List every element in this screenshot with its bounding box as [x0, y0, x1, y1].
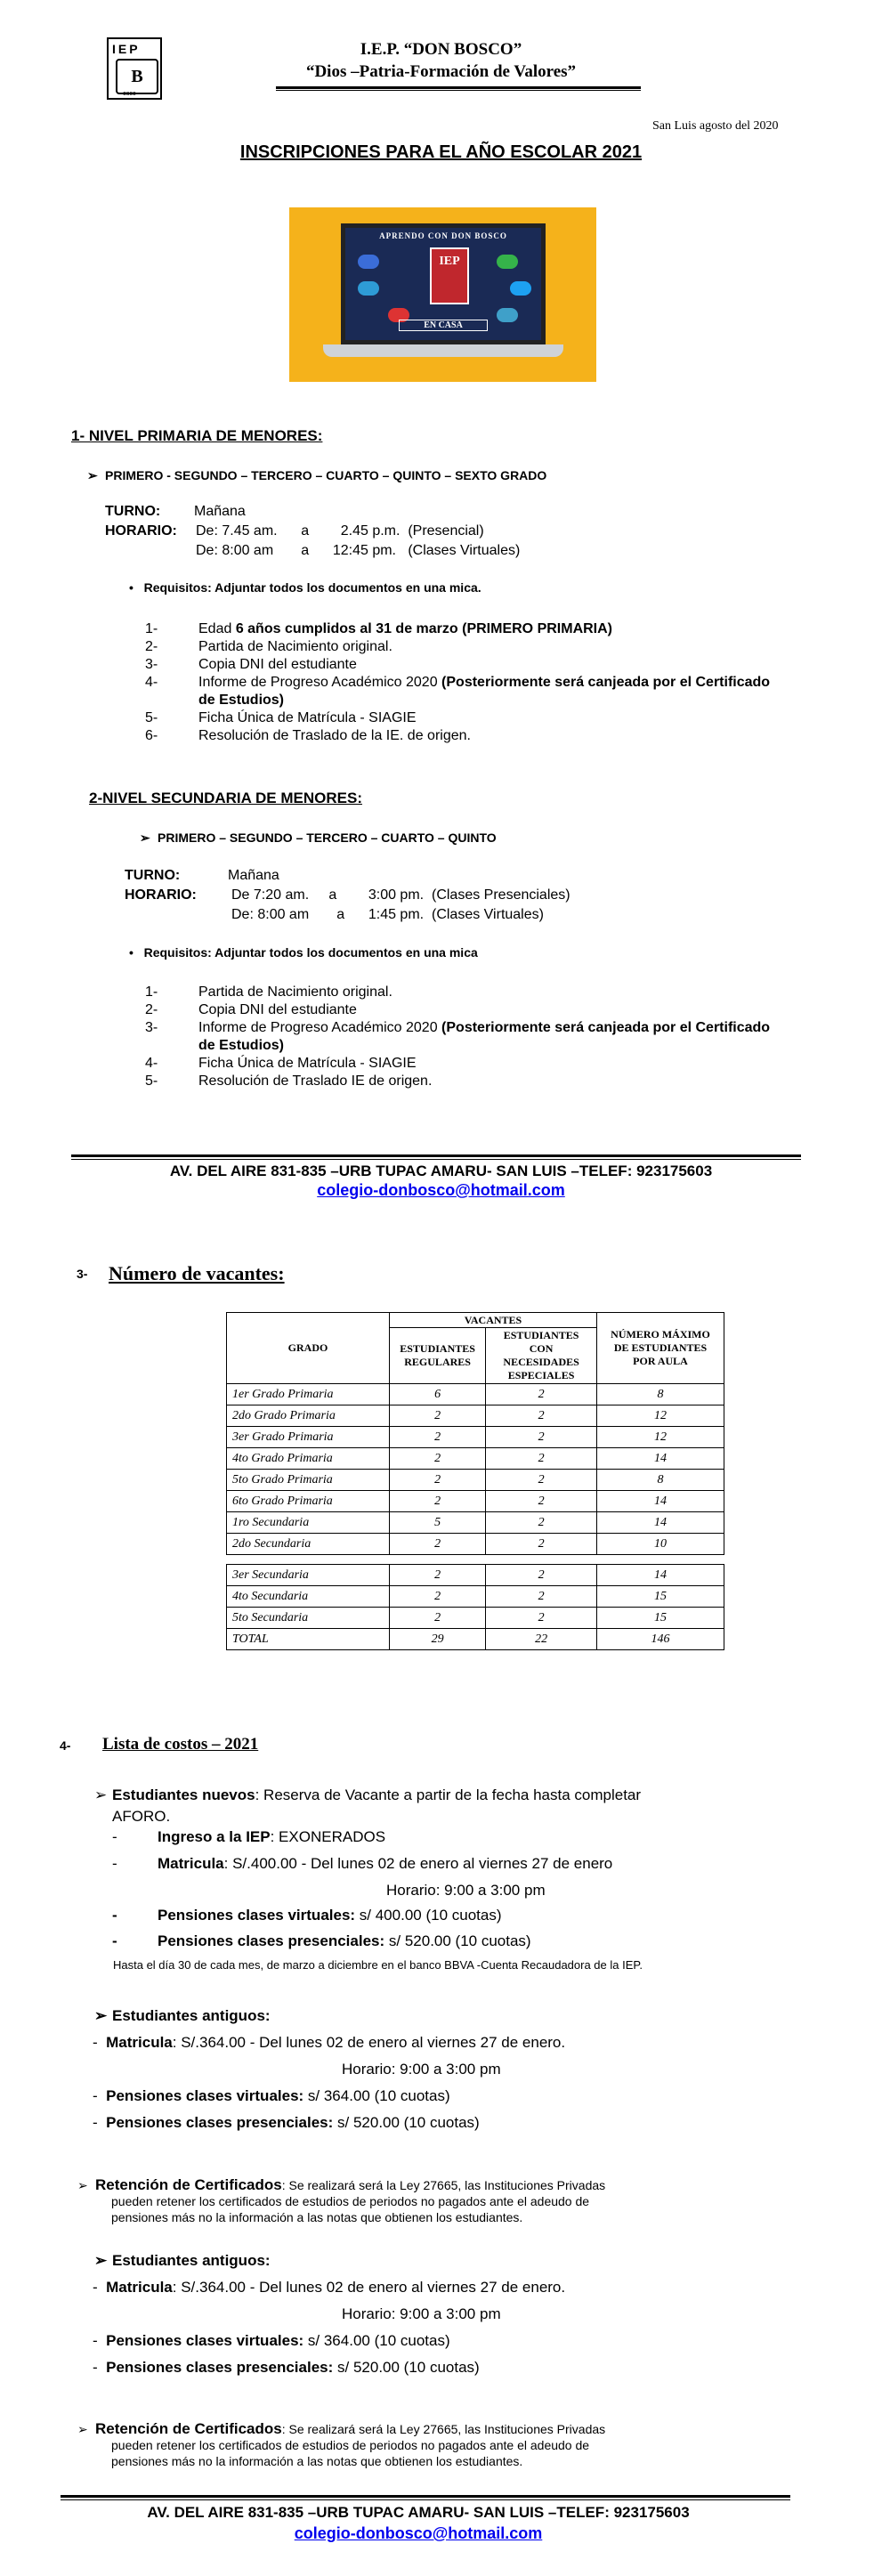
cell-regulares: 2	[390, 1448, 486, 1470]
requirement-text: de Estudios)	[198, 693, 285, 708]
ingreso-text	[158, 1828, 385, 1846]
ingreso-label: Ingreso a la IEP	[158, 1828, 271, 1845]
cell-max: 12	[597, 1427, 724, 1448]
pp-dash: -	[112, 1932, 117, 1949]
vacantes-heading: Número de vacantes:	[109, 1262, 285, 1284]
requirement-number: 3-	[145, 1020, 158, 1035]
requirement-number: 4-	[145, 1056, 158, 1071]
requirement-number: 3-	[145, 657, 158, 672]
dash-bullet: -	[93, 2114, 98, 2131]
secundaria-turno-label: TURNO:	[125, 868, 181, 883]
secundaria-requisitos	[129, 945, 478, 960]
requirement-text: Partida de Nacimiento original.	[198, 639, 392, 654]
antiguos-pp-1	[93, 2114, 480, 2132]
footer-rule-thin	[71, 1159, 801, 1160]
date-line: San Luis agosto del 2020	[652, 119, 779, 133]
retencion-text-3: pensiones más no la información a las notas que obtienen los estudiantes.	[111, 2454, 523, 2468]
nuevos-title: Estudiantes nuevos	[112, 1786, 255, 1803]
secundaria-grades	[158, 830, 497, 845]
cell-max: 14	[597, 1512, 724, 1534]
table-row	[227, 1384, 724, 1405]
cell-necesidades: 2	[486, 1448, 597, 1470]
retencion-text-3: pensiones más no la información a las notas que obtienen los estudiantes.	[111, 2210, 523, 2224]
cell-regulares: 2	[390, 1608, 486, 1629]
app-icon	[497, 255, 518, 269]
vacantes-number: 3-	[77, 1267, 88, 1281]
app-icon	[510, 281, 531, 296]
banner-bottom-text: EN CASA	[399, 320, 488, 331]
primaria-requisitos	[129, 580, 481, 595]
ingreso-line	[112, 1828, 117, 1846]
footer-rule-2-thin	[61, 2499, 790, 2500]
requirement-number: 4-	[145, 675, 158, 690]
footer-email-link[interactable]: colegio-donbosco@hotmail.com	[317, 1181, 565, 1199]
banner-logo-text: IEP	[439, 255, 460, 268]
nuevos-block	[112, 1785, 806, 1827]
requirement-number: 6-	[145, 728, 158, 743]
laptop-base	[323, 344, 563, 357]
cell-necesidades: 2	[486, 1565, 597, 1586]
retencion-2	[95, 2421, 807, 2469]
secundaria-horario-1: De 7:20 am. a 3:00 pm. (Clases Presenciales)	[231, 887, 570, 903]
app-icon	[358, 281, 379, 296]
cell-regulares: 6	[390, 1384, 486, 1405]
cell-grado: 3er Grado Primaria	[227, 1427, 390, 1448]
secundaria-grades-text: PRIMERO – SEGUNDO – TERCERO – CUARTO – QUINTO	[158, 830, 497, 845]
primaria-horario-1: De: 7.45 am. a 2.45 p.m. (Presencial)	[196, 523, 484, 539]
antiguos-matricula-1	[93, 2034, 565, 2052]
secundaria-horario-label: HORARIO:	[125, 887, 197, 903]
requirement-text: Resolución de Traslado IE de origen.	[198, 1073, 433, 1089]
header-rule-thin	[276, 90, 641, 91]
col-grado: GRADO	[227, 1313, 390, 1384]
table-row	[227, 1448, 724, 1470]
cell-max: 12	[597, 1405, 724, 1427]
cell-regulares: 2	[390, 1427, 486, 1448]
footer-email-wrap-2	[0, 2524, 837, 2543]
antiguos-title-2	[112, 2252, 271, 2270]
table-row	[227, 1427, 724, 1448]
pv-label: Pensiones clases virtuales:	[106, 2332, 304, 2349]
footer-address: AV. DEL AIRE 831-835 –URB TUPAC AMARU- SAN LUIS –TELEF: 923175603	[169, 1162, 713, 1179]
app-icon	[497, 308, 518, 322]
retencion-label: Retención de Certificados	[95, 2176, 282, 2193]
cell-grado: 1ro Secundaria	[227, 1512, 390, 1534]
table-gap	[227, 1555, 724, 1565]
requirement-text: Edad 6 años cumplidos al 31 de marzo (PRIMERO PRIMARIA)	[198, 621, 612, 636]
primaria-grades	[105, 468, 546, 482]
requirement-text: Copia DNI del estudiante	[198, 657, 357, 672]
antiguos-matricula-2	[93, 2279, 565, 2297]
pago-nota: Hasta el día 30 de cada mes, de marzo a diciembre en el banco BBVA -Cuenta Recaudadora de la IEP.	[113, 1958, 643, 1972]
dash-bullet: -	[112, 1855, 117, 1872]
banner-top-text: APRENDO CON DON BOSCO	[379, 231, 507, 240]
requirement-number	[145, 692, 198, 709]
dash-bullet: -	[93, 2279, 98, 2296]
footer-email-link-2[interactable]: colegio-donbosco@hotmail.com	[294, 2524, 543, 2542]
matricula-value: : S/.364.00 - Del lunes 02 de enero al viernes 27 de enero.	[172, 2279, 566, 2296]
table-row	[227, 1491, 724, 1512]
requirement-number: 2-	[145, 639, 158, 654]
primaria-turno-label: TURNO:	[105, 504, 161, 519]
secundaria-requisitos-text: Requisitos: Adjuntar todos los documentos en una mica	[143, 945, 478, 960]
requirement-item	[145, 1073, 857, 1090]
cell-max: 10	[597, 1534, 724, 1555]
cell-regulares: 5	[390, 1512, 486, 1534]
cell-necesidades: 2	[486, 1405, 597, 1427]
requirement-item	[145, 984, 857, 1001]
requirement-text: Resolución de Traslado de la IE. de origen.	[198, 728, 471, 743]
secundaria-horario-2: De: 8:00 am a 1:45 pm. (Clases Virtuales)	[231, 907, 544, 922]
col-regulares: ESTUDIANTES REGULARES	[390, 1328, 486, 1384]
requirement-text: Informe de Progreso Académico 2020 (Posteriormente será canjeada por el Certificado	[198, 1020, 771, 1035]
secundaria-list	[145, 984, 857, 1090]
cell-max: 14	[597, 1448, 724, 1470]
dash-bullet: -	[93, 2332, 98, 2349]
cell-max: 15	[597, 1586, 724, 1608]
retencion-1	[95, 2177, 807, 2225]
footer-address-2: AV. DEL AIRE 831-835 –URB TUPAC AMARU- SAN LUIS –TELEF: 923175603	[147, 2504, 690, 2521]
banner-logo	[430, 247, 469, 304]
matricula-label: Matricula	[106, 2034, 173, 2051]
ingreso-value: : EXONERADOS	[270, 1828, 386, 1845]
pensiones-virtuales	[158, 1907, 502, 1924]
bullet-dot: •	[129, 945, 134, 960]
primaria-horario-2: De: 8:00 am a 12:45 pm. (Clases Virtuales)	[196, 543, 521, 558]
pp-value: s/ 520.00 (10 cuotas)	[333, 2114, 480, 2131]
antiguos-pp-2	[93, 2359, 480, 2377]
pv-dash: -	[112, 1907, 117, 1924]
pv-value: s/ 364.00 (10 cuotas)	[303, 2087, 450, 2104]
cell-regulares: 2	[390, 1586, 486, 1608]
logo-letter: B	[116, 59, 158, 94]
retencion-text-2: pueden retener los certificados de estudios de periodos no pagados ante el adeudo de	[111, 2194, 590, 2208]
primaria-requisitos-text: Requisitos: Adjuntar todos los documentos en una mica.	[143, 580, 481, 595]
main-title: INSCRIPCIONES PARA EL AÑO ESCOLAR 2021	[239, 142, 643, 162]
requirement-item	[145, 1001, 857, 1019]
cell-grado: 2do Grado Primaria	[227, 1405, 390, 1427]
requirement-number	[145, 1037, 198, 1055]
cell-grado: TOTAL	[227, 1629, 390, 1650]
requirement-item	[145, 674, 857, 692]
footer-email-wrap	[0, 1181, 882, 1200]
bullet-dot: •	[129, 580, 134, 595]
cell-necesidades: 2	[486, 1384, 597, 1405]
laptop-screen	[341, 223, 546, 344]
costos-heading: Lista de costos – 2021	[102, 1735, 259, 1754]
cell-necesidades: 2	[486, 1586, 597, 1608]
pp-value: s/ 520.00 (10 cuotas)	[333, 2359, 480, 2376]
pv-label: Pensiones clases virtuales:	[106, 2087, 304, 2104]
requirement-text: de Estudios)	[198, 1038, 285, 1053]
requirement-item	[145, 1055, 857, 1073]
table-row	[227, 1405, 724, 1427]
primaria-list	[145, 620, 857, 745]
dash-bullet: -	[112, 1828, 117, 1845]
cell-regulares: 2	[390, 1470, 486, 1491]
requirement-item	[145, 1019, 857, 1037]
pensiones-presenciales	[158, 1932, 531, 1950]
requirement-text: Ficha Única de Matrícula - SIAGIE	[198, 710, 417, 725]
school-motto: “Dios –Patria-Formación de Valores”	[305, 62, 577, 81]
footer-rule	[71, 1154, 801, 1157]
primaria-turno: Mañana	[194, 504, 246, 519]
cell-grado: 5to Grado Primaria	[227, 1470, 390, 1491]
pp-value: s/ 520.00 (10 cuotas)	[384, 1932, 531, 1949]
pv-value: s/ 364.00 (10 cuotas)	[303, 2332, 450, 2349]
pp-label: Pensiones clases presenciales:	[106, 2359, 334, 2376]
cell-grado: 6to Grado Primaria	[227, 1491, 390, 1512]
requirement-text: Copia DNI del estudiante	[198, 1002, 357, 1017]
requirement-item	[145, 727, 857, 745]
antiguos-pv-2	[93, 2332, 450, 2350]
cell-regulares: 2	[390, 1405, 486, 1427]
costos-number: 4-	[60, 1738, 71, 1753]
col-vacantes: VACANTES	[390, 1313, 597, 1328]
table-row	[227, 1470, 724, 1491]
primaria-heading: 1- NIVEL PRIMARIA DE MENORES:	[71, 427, 323, 444]
footer-rule-2	[61, 2495, 790, 2498]
matricula-text	[158, 1855, 612, 1873]
cell-max: 8	[597, 1470, 724, 1491]
cell-grado: 1er Grado Primaria	[227, 1384, 390, 1405]
requirement-text: Informe de Progreso Académico 2020 (Posteriormente será canjeada por el Certificado	[198, 675, 771, 690]
cell-necesidades: 2	[486, 1427, 597, 1448]
horario-2: Horario: 9:00 a 3:00 pm	[342, 2061, 501, 2078]
pv-value: s/ 400.00 (10 cuotas)	[355, 1907, 502, 1924]
requirement-number: 1-	[145, 984, 158, 1000]
secundaria-heading: 2-NIVEL SECUNDARIA DE MENORES:	[89, 790, 362, 806]
table-row	[227, 1534, 724, 1555]
matricula-dash	[112, 1855, 117, 1873]
antiguos-pv-1	[93, 2087, 450, 2105]
app-icon	[358, 255, 379, 269]
table-row	[227, 1512, 724, 1534]
dash-bullet: -	[93, 2087, 98, 2104]
cell-regulares: 2	[390, 1565, 486, 1586]
nuevos-text-2: AFORO.	[112, 1808, 171, 1825]
secundaria-turno: Mañana	[228, 868, 279, 883]
table-row	[227, 1608, 724, 1629]
horario-3: Horario: 9:00 a 3:00 pm	[342, 2305, 501, 2322]
requirement-number: 2-	[145, 1002, 158, 1017]
cell-regulares: 2	[390, 1534, 486, 1555]
table-row	[227, 1565, 724, 1586]
cell-regulares: 2	[390, 1491, 486, 1512]
nuevos-text: : Reserva de Vacante a partir de la fecha hasta completar	[255, 1786, 642, 1803]
requirement-item	[145, 692, 857, 709]
requirement-item	[145, 638, 857, 656]
cell-necesidades: 2	[486, 1608, 597, 1629]
antiguos-title-text: Estudiantes antiguos:	[112, 2252, 271, 2269]
cell-necesidades: 2	[486, 1512, 597, 1534]
retencion-label: Retención de Certificados	[95, 2420, 282, 2437]
matricula-value: : S/.400.00 - Del lunes 02 de enero al viernes 27 de enero	[223, 1855, 613, 1872]
antiguos-title-1	[112, 2007, 271, 2025]
antiguos-title-text: Estudiantes antiguos:	[112, 2007, 271, 2024]
header-rule	[276, 86, 641, 89]
requirement-text: Partida de Nacimiento original.	[198, 984, 392, 1000]
cell-max: 14	[597, 1491, 724, 1512]
matricula-label: Matricula	[158, 1855, 224, 1872]
logo-small-text: osco	[123, 91, 136, 97]
col-max: NÚMERO MÁXIMO DE ESTUDIANTES POR AULA	[597, 1313, 724, 1384]
primaria-horario-label: HORARIO:	[105, 523, 177, 539]
cell-grado: 4to Secundaria	[227, 1586, 390, 1608]
cell-max: 146	[597, 1629, 724, 1650]
vacantes-table	[226, 1312, 724, 1650]
cell-max: 14	[597, 1565, 724, 1586]
logo-text: IEP	[112, 42, 141, 56]
requirement-number: 5-	[145, 710, 158, 725]
matricula-value: : S/.364.00 - Del lunes 02 de enero al viernes 27 de enero.	[172, 2034, 566, 2051]
retencion-text: : Se realizará será la Ley 27665, las Instituciones Privadas	[281, 2178, 606, 2192]
cell-grado: 3er Secundaria	[227, 1565, 390, 1586]
cell-grado: 5to Secundaria	[227, 1608, 390, 1629]
table-row	[227, 1629, 724, 1650]
aprendo-en-casa-banner	[289, 207, 596, 382]
requirement-number: 5-	[145, 1073, 158, 1089]
requirement-text: Ficha Única de Matrícula - SIAGIE	[198, 1056, 417, 1071]
matricula-label: Matricula	[106, 2279, 173, 2296]
pp-label: Pensiones clases presenciales:	[158, 1932, 385, 1949]
cell-necesidades: 2	[486, 1534, 597, 1555]
pv-label: Pensiones clases virtuales:	[158, 1907, 356, 1924]
pp-label: Pensiones clases presenciales:	[106, 2114, 334, 2131]
requirement-number: 1-	[145, 621, 158, 636]
cell-necesidades: 2	[486, 1491, 597, 1512]
dash-bullet: -	[93, 2359, 98, 2376]
requirement-item	[145, 620, 857, 638]
requirement-item	[145, 709, 857, 727]
retencion-text: : Se realizará será la Ley 27665, las Instituciones Privadas	[281, 2422, 606, 2436]
dash-bullet: -	[93, 2034, 98, 2051]
cell-regulares: 29	[390, 1629, 486, 1650]
requirement-item	[145, 1037, 857, 1055]
horario-1: Horario: 9:00 a 3:00 pm	[386, 1882, 546, 1899]
school-name: I.E.P. “DON BOSCO”	[360, 40, 522, 59]
table-row	[227, 1586, 724, 1608]
cell-necesidades: 22	[486, 1629, 597, 1650]
requirement-item	[145, 656, 857, 674]
cell-max: 8	[597, 1384, 724, 1405]
cell-grado: 2do Secundaria	[227, 1534, 390, 1555]
retencion-text-2: pueden retener los certificados de estudios de periodos no pagados ante el adeudo de	[111, 2438, 590, 2452]
col-necesidades: ESTUDIANTES CON NECESIDADES ESPECIALES	[486, 1328, 597, 1384]
primaria-grades-text: PRIMERO - SEGUNDO – TERCERO – CUARTO – QUINTO – SEXTO GRADO	[105, 468, 547, 482]
cell-necesidades: 2	[486, 1470, 597, 1491]
cell-max: 15	[597, 1608, 724, 1629]
cell-grado: 4to Grado Primaria	[227, 1448, 390, 1470]
